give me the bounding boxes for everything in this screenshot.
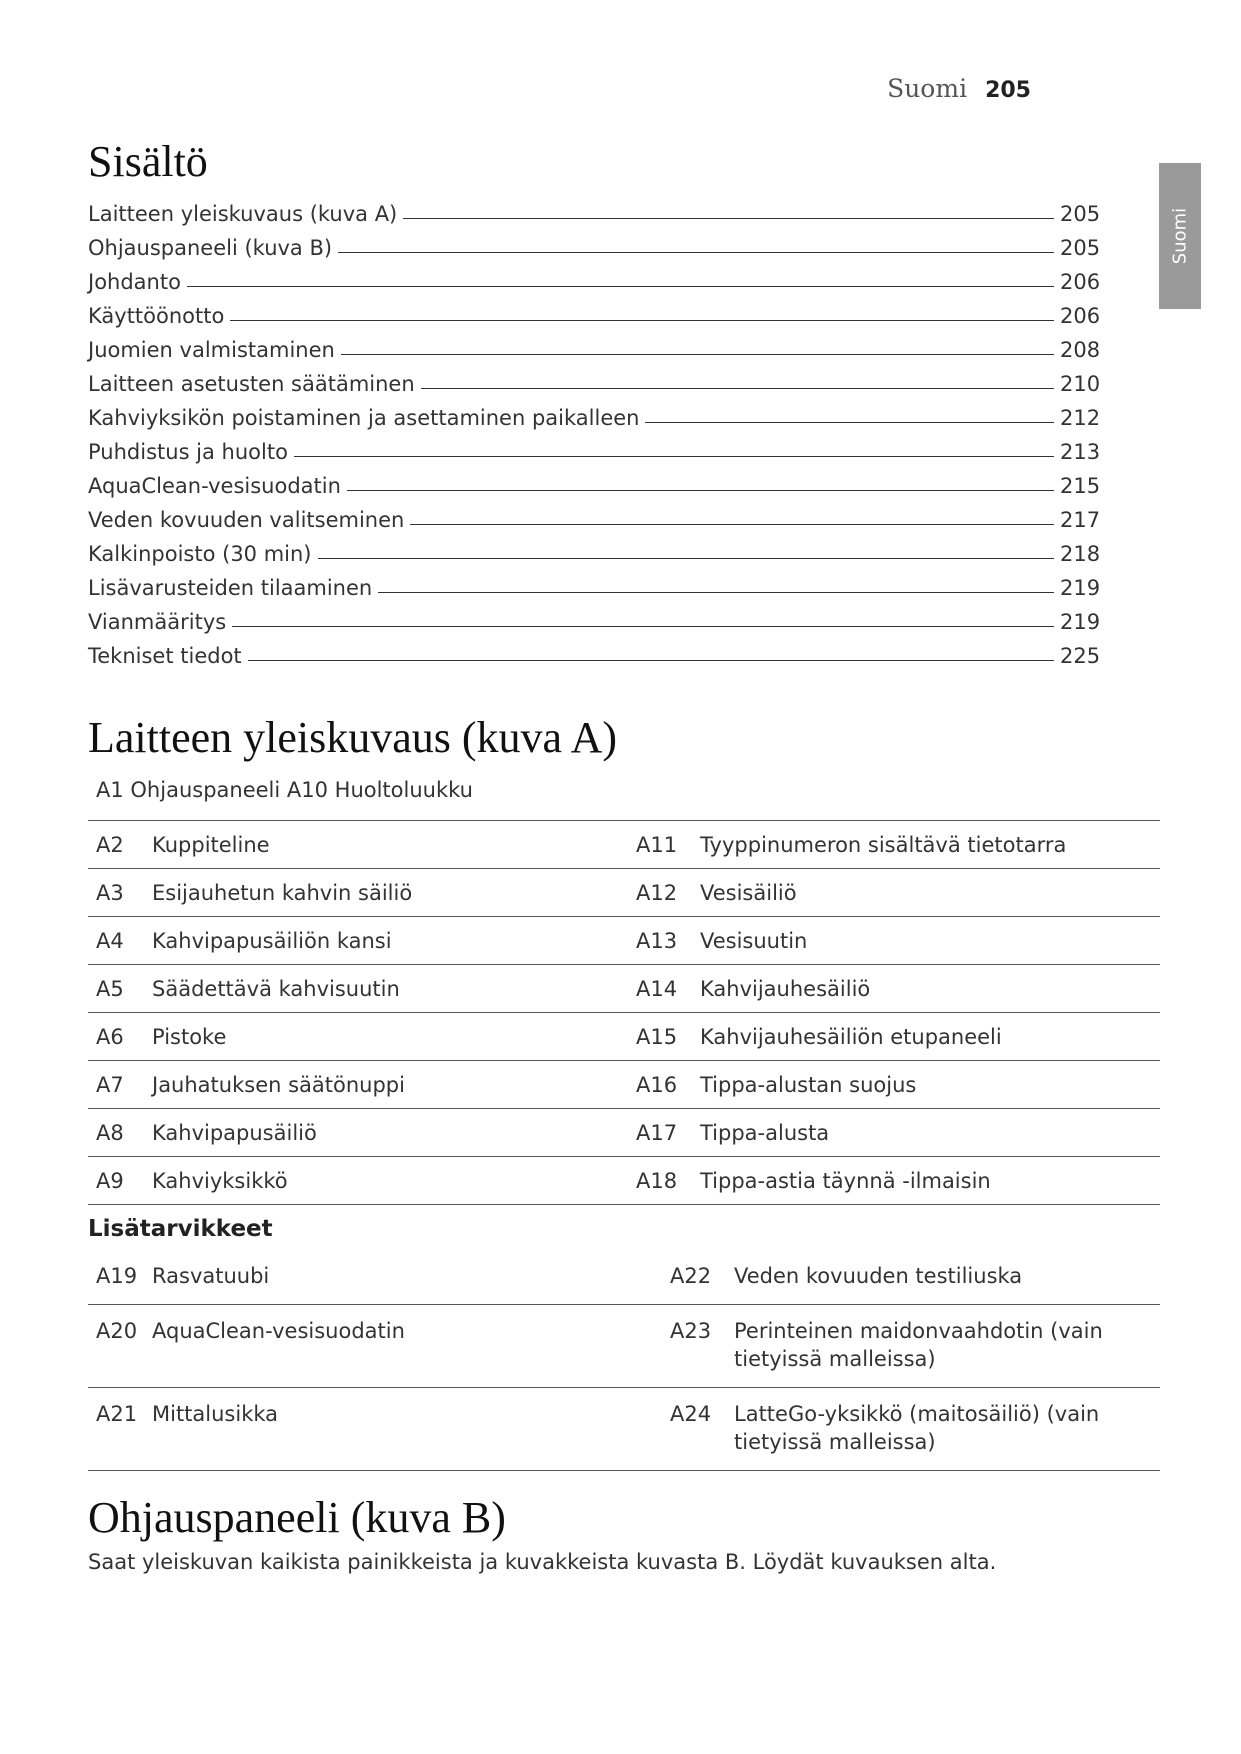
toc-leader <box>187 286 1054 287</box>
toc-entry-title: Johdanto <box>88 270 181 294</box>
toc-entry-page: 213 <box>1060 440 1101 464</box>
toc-entry[interactable] <box>88 192 1128 226</box>
toc-entry-title: Puhdistus ja huolto <box>88 440 288 464</box>
toc-entry[interactable] <box>88 600 1128 634</box>
part-code: A13 <box>636 928 678 953</box>
toc-entry-title: Juomien valmistaminen <box>88 338 335 362</box>
table-row <box>88 917 1160 965</box>
part-code: A5 <box>96 976 124 1001</box>
part-label: Tippa-alustan suojus <box>700 1072 917 1097</box>
part-label: Tippa-astia täynnä -ilmaisin <box>700 1168 991 1193</box>
side-tab-label: Suomi <box>1169 207 1191 265</box>
overview-first-line: A1 Ohjauspaneeli A10 Huoltoluukku <box>96 778 473 802</box>
part-label: Kahvipapusäiliön kansi <box>152 928 392 953</box>
table-row <box>88 1388 1160 1471</box>
toc-entry-title: Vianmääritys <box>88 610 227 634</box>
part-label: Kahvipapusäiliö <box>152 1120 317 1145</box>
part-code: A15 <box>636 1024 678 1049</box>
part-label: Kahviyksikkö <box>152 1168 288 1193</box>
control-panel-title: Ohjauspaneeli (kuva B) <box>88 1493 506 1542</box>
part-code: A7 <box>96 1072 124 1097</box>
table-row <box>88 869 1160 917</box>
part-label: Pistoke <box>152 1024 227 1049</box>
toc-leader <box>403 218 1054 219</box>
part-code: A12 <box>636 880 678 905</box>
toc-title: Sisältö <box>88 137 208 186</box>
part-code: A11 <box>636 832 678 857</box>
toc-leader <box>421 388 1054 389</box>
toc-entry[interactable] <box>88 464 1128 498</box>
toc-entry-page: 206 <box>1060 304 1101 328</box>
part-label: LatteGo-yksikkö (maitosäiliö) (vain tietyissä malleissa) <box>734 1402 1100 1454</box>
toc-leader <box>347 490 1054 491</box>
toc-leader <box>294 456 1054 457</box>
part-label: Kahvijauhesäiliö <box>700 976 871 1001</box>
toc-entry-page: 205 <box>1060 202 1101 226</box>
toc-entry-title: Laitteen asetusten säätäminen <box>88 372 415 396</box>
part-label: Veden kovuuden testiliuska <box>734 1264 1023 1288</box>
table-row <box>88 965 1160 1013</box>
toc-entry-title: Kahviyksikön poistaminen ja asettaminen paikalleen <box>88 406 640 430</box>
control-panel-text: Saat yleiskuvan kaikista painikkeista ja kuvakkeista kuvasta B. Löydät kuvauksen alta. <box>88 1550 997 1574</box>
part-code: A21 <box>96 1402 138 1426</box>
toc-entry-page: 215 <box>1060 474 1101 498</box>
part-label: Rasvatuubi <box>152 1264 270 1288</box>
part-label: Tyyppinumeron sisältävä tietotarra <box>700 832 1067 857</box>
part-label: Kuppiteline <box>152 832 270 857</box>
table-row <box>88 1061 1160 1109</box>
overview-title: Laitteen yleiskuvaus (kuva A) <box>88 713 618 762</box>
part-code: A4 <box>96 928 124 953</box>
table-row <box>88 1013 1160 1061</box>
part-label: Esijauhetun kahvin säiliö <box>152 880 413 905</box>
part-label: Jauhatuksen säätönuppi <box>152 1072 405 1097</box>
toc-entry[interactable] <box>88 498 1128 532</box>
toc-leader <box>248 660 1054 661</box>
part-label: Perinteinen maidonvaahdotin (vain tietyissä malleissa) <box>734 1319 1103 1371</box>
part-code: A6 <box>96 1024 124 1049</box>
page-number: 205 <box>985 78 1031 103</box>
toc-entry-page: 205 <box>1060 236 1101 260</box>
part-code: A18 <box>636 1168 678 1193</box>
toc-leader <box>318 558 1054 559</box>
toc-leader <box>341 354 1054 355</box>
part-code: A9 <box>96 1168 124 1193</box>
toc-entry-page: 208 <box>1060 338 1101 362</box>
toc-entry-title: Veden kovuuden valitseminen <box>88 508 405 532</box>
table-row <box>88 821 1160 869</box>
part-code: A19 <box>96 1264 138 1288</box>
toc-entry-title: Tekniset tiedot <box>88 644 242 668</box>
toc-entry-title: AquaClean-vesisuodatin <box>88 474 341 498</box>
table-row <box>88 1250 1160 1305</box>
table-row <box>88 1157 1160 1205</box>
toc-entry-page: 210 <box>1060 372 1101 396</box>
toc-entry-title: Käyttöönotto <box>88 304 225 328</box>
part-code: A20 <box>96 1319 138 1343</box>
part-label: Säädettävä kahvisuutin <box>152 976 400 1001</box>
table-row <box>88 1305 1160 1388</box>
part-label: AquaClean-vesisuodatin <box>152 1319 405 1343</box>
toc-entry-page: 217 <box>1060 508 1101 532</box>
toc-entry-title: Lisävarusteiden tilaaminen <box>88 576 373 600</box>
toc-entry[interactable] <box>88 396 1128 430</box>
part-code: A14 <box>636 976 678 1001</box>
header-language: Suomi <box>887 74 968 103</box>
toc-entry-page: 225 <box>1060 644 1101 668</box>
toc-leader <box>410 524 1054 525</box>
toc-entry-page: 219 <box>1060 610 1101 634</box>
part-code: A22 <box>670 1264 712 1288</box>
toc-leader <box>338 252 1054 253</box>
accessories-title: Lisätarvikkeet <box>88 1216 273 1242</box>
toc-entry[interactable] <box>88 362 1128 396</box>
part-code: A8 <box>96 1120 124 1145</box>
toc-entry[interactable] <box>88 430 1128 464</box>
toc-entry[interactable] <box>88 294 1128 328</box>
toc-entry[interactable] <box>88 328 1128 362</box>
toc-leader <box>645 422 1054 423</box>
language-side-tab <box>1159 163 1201 309</box>
part-code: A17 <box>636 1120 678 1145</box>
toc-entry-title: Ohjauspaneeli (kuva B) <box>88 236 333 260</box>
accessories-table <box>88 1250 1160 1471</box>
part-label: Kahvijauhesäiliön etupaneeli <box>700 1024 1002 1049</box>
toc-entry-page: 218 <box>1060 542 1101 566</box>
part-code: A2 <box>96 832 124 857</box>
toc-entry-page: 212 <box>1060 406 1101 430</box>
table-row <box>88 1109 1160 1157</box>
parts-table <box>88 820 1160 1205</box>
toc-leader <box>230 320 1054 321</box>
part-label: Mittalusikka <box>152 1402 279 1426</box>
part-label: Tippa-alusta <box>700 1120 830 1145</box>
part-code: A24 <box>670 1402 712 1426</box>
part-code: A16 <box>636 1072 678 1097</box>
part-code: A3 <box>96 880 124 905</box>
toc-leader <box>232 626 1054 627</box>
toc-entry[interactable] <box>88 260 1128 294</box>
toc-entry-title: Laitteen yleiskuvaus (kuva A) <box>88 202 398 226</box>
toc-entry[interactable] <box>88 226 1128 260</box>
toc-entry[interactable] <box>88 532 1128 566</box>
toc-entry[interactable] <box>88 634 1128 668</box>
part-label: Vesisäiliö <box>700 880 797 905</box>
part-code: A23 <box>670 1319 712 1343</box>
toc-entry-title: Kalkinpoisto (30 min) <box>88 542 312 566</box>
part-label: Vesisuutin <box>700 928 808 953</box>
toc-entry[interactable] <box>88 566 1128 600</box>
toc-leader <box>378 592 1054 593</box>
page-header <box>887 74 1031 103</box>
toc-entry-page: 206 <box>1060 270 1101 294</box>
table-of-contents <box>88 192 1128 668</box>
toc-entry-page: 219 <box>1060 576 1101 600</box>
